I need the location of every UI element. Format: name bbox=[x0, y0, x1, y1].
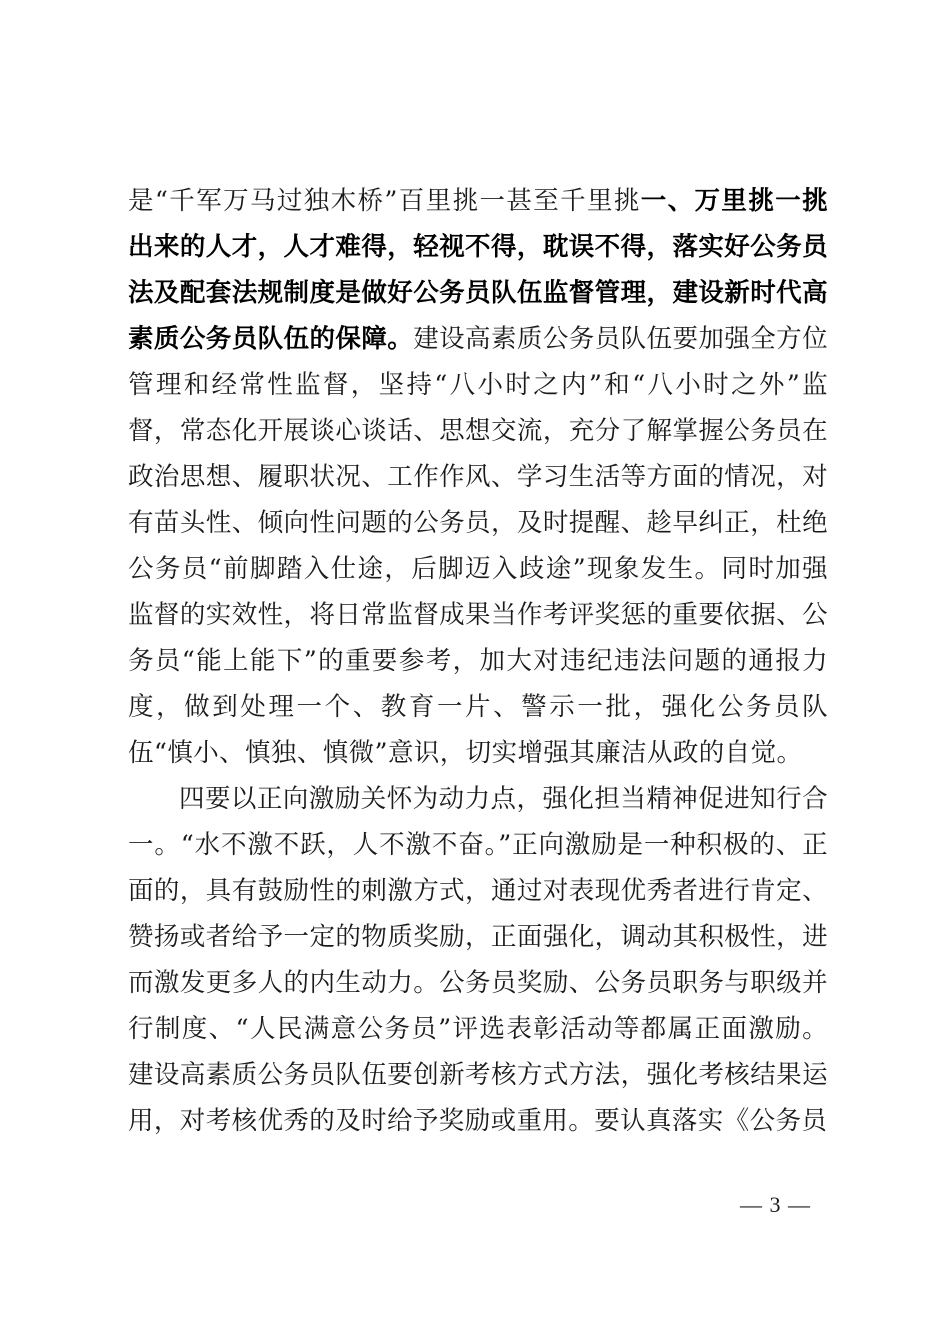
paragraph-1 bbox=[128, 178, 828, 776]
paragraph-1-bold-text: 一、万里挑一挑出来的人才，人才难得，轻视不得，耽误不得，落实好公务员法及配套法规制度是做好公务员队伍监督管理，建设新时代高素质公务员队伍的保障。 bbox=[128, 186, 828, 354]
paragraph-1-lead: 是“千军万马过独木桥”百里挑一甚至千里挑 bbox=[128, 186, 641, 216]
paragraph-2: 四要以正向激励关怀为动力点，强化担当精神促进知行合一。“水不激不跃，人不激不奋。”正向激励是一种积极的、正面的，具有鼓励性的刺激方式，通过对表现优秀者进行肯定、赞扬或者给予一定的物质奖励，正面强化，调动其积极性，进而激发更多人的内生动力。公务员奖励、公务员职务与职级并行制度、“人民满意公务员”评选表彰活动等都属正面激励。建设高素质公务员队伍要创新考核方式方法，强化考核结果运用，对考核优秀的及时给予奖励或重用。要认真落实《公务员 bbox=[128, 784, 828, 1136]
page-number: — 3 — bbox=[740, 1192, 811, 1217]
paragraph-1-rest: 建设高素质公务员队伍要加强全方位管理和经常性监督，坚持“八小时之内”和“八小时之外”监督，常态化开展谈心谈话、思想交流，充分了解掌握公务员在政治思想、履职状况、工作作风、学习生活等方面的情况，对有苗头性、倾向性问题的公务员，及时提醒、趁早纠正，杜绝公务员“前脚踏入仕途，后脚迈入歧途”现象发生。同时加强监督的实效性，将日常监督成果当作考评奖惩的重要依据、公务员“能上能下”的重要参考，加大对违纪违法问题的通报力度，做到处理一个、教育一片、警示一批，强化公务员队伍“慎小、慎独、慎微”意识，切实增强其廉洁从政的自觉。 bbox=[128, 324, 829, 768]
body-text bbox=[128, 178, 828, 1144]
